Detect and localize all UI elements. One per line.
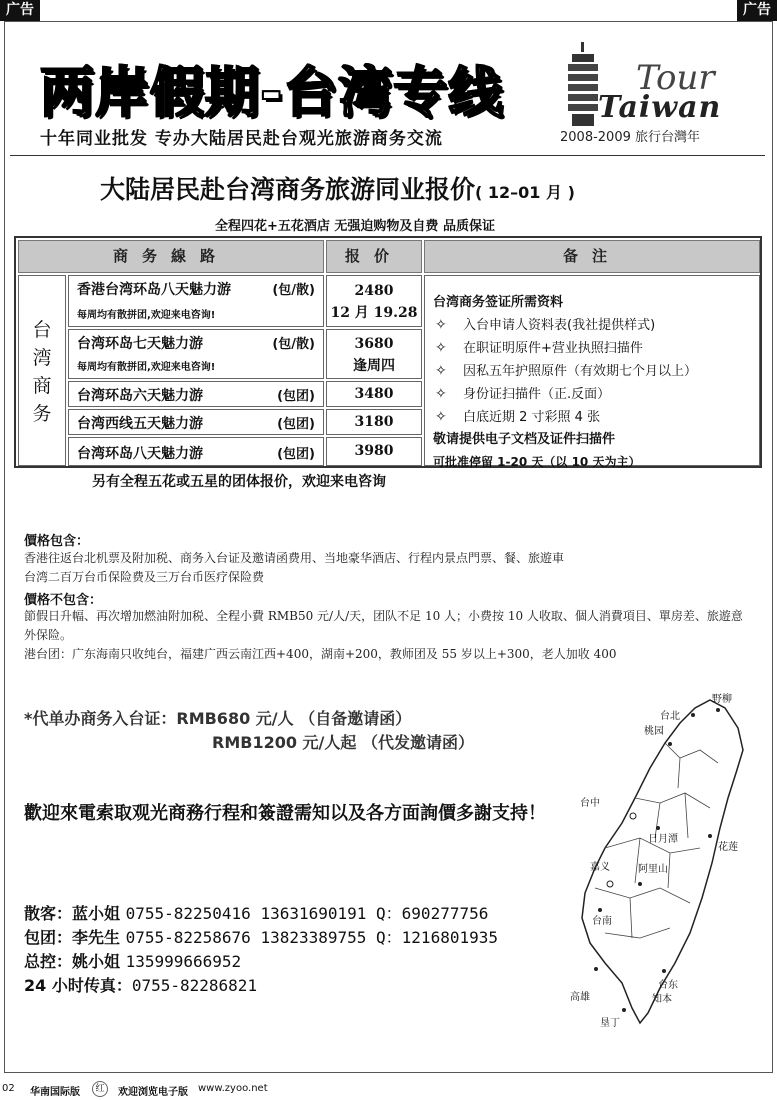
star-icon: ✧ [435, 386, 447, 402]
star-icon: ✧ [435, 340, 447, 356]
excludes-text: 節假日升幅、再次增加燃油附加税、全程小費 RMB50 元/人/天，团队不足 10 人；小费按 10 人收取、個人消費項目、單房差、旅遊意外保险。 港台团：广东海南只收纯台，福建广西云南江西+400，湖南+200，教师团及 55 岁以上+300，老人加收 400 [24, 609, 743, 661]
browse-label: 欢迎浏览电子版 [118, 1087, 188, 1098]
page-subtitle: 全程四花+五花酒店 无强迫购物及自费 品质保证 [215, 219, 495, 234]
logo-script-tour: Tour [636, 58, 715, 98]
contact-row: 散客：蓝小姐 0755-82250416 13631690191 Q：690277756 [24, 904, 489, 923]
table-row: 台湾环岛七天魅力游 (包/散) 每周均有散拼团,欢迎来电咨询! [68, 329, 324, 379]
brand-title: 两岸假期-台湾专线 [40, 61, 504, 124]
table-row: 台湾环岛八天魅力游 (包团) [68, 437, 324, 466]
price-cell: 3980 [326, 437, 422, 466]
visa-price-line1: *代单办商务入台证：RMB680 元/人 （自备邀请函） [24, 709, 412, 728]
site-url[interactable]: www.zyoo.net [198, 1083, 268, 1094]
star-icon: ✧ [435, 363, 447, 379]
col-header-route: 商务線路 [18, 240, 324, 273]
table-row: 台湾环岛六天魅力游 (包团) [68, 381, 324, 407]
includes-text: 香港往返台北机票及附加税、商务入台证及邀请函费用、当地豪华酒店、行程内景点門票、餐、旅遊車 台湾二百万台币保险费及三万台币医疗保险费 [24, 551, 565, 584]
excludes-heading: 價格不包含： [24, 593, 103, 608]
star-icon: ✧ [435, 317, 447, 333]
page-title: 大陆居民赴台湾商务旅游同业报价( 12–01 月 ) [100, 175, 575, 204]
welcome-message: 歡迎來電索取观光商務行程和簽證需知以及各方面詢價多謝支持！ [24, 803, 546, 824]
ad-label-right: 广告 [737, 0, 777, 21]
includes-heading: 價格包含： [24, 534, 90, 549]
visa-notes: 台湾商务签证所需资料 ✧ 入台申请人资料表(我社提供样式) ✧ 在职证明原件+营业执照扫描件 ✧ 因私五年护照原件（有效期七个月以上） ✧ 身份证扫描件（正.反面） ✧ 白底近期 2 寸彩照 4 张 敬请提供电子文档及证件扫描件 可批准停留 1-20 天（以 10 天为主） [424, 275, 760, 466]
col-header-price: 报价 [326, 240, 422, 273]
table-row: 台湾西线五天魅力游 (包团) [68, 409, 324, 435]
logo-year: 2008-2009 旅行台灣年 [560, 130, 700, 145]
logo-script-taiwan: Taiwan [598, 90, 722, 125]
header-divider [10, 155, 765, 156]
price-cell: 3180 [326, 409, 422, 435]
page-number: 02 [2, 1083, 15, 1094]
price-cell: 3680 逢周四 [326, 329, 422, 379]
col-header-note: 备注 [424, 240, 760, 273]
contact-row: 包团：李先生 0755-82258676 13823389755 Q：1216801935 [24, 928, 498, 947]
region-cell: 台湾商务 [18, 275, 66, 466]
edition-label: 华南国际版 [30, 1087, 80, 1098]
contact-row: 24 小时传真：0755-82286821 [24, 976, 258, 995]
star-icon: ✧ [435, 409, 447, 425]
group-quote-note: 另有全程五花或五星的团体报价，欢迎来电咨询 [92, 474, 386, 490]
badge-icon: 红 [92, 1081, 108, 1097]
contact-row: 总控：姚小姐 135999666952 [24, 952, 242, 971]
contact-list [24, 902, 498, 998]
visa-price-line2: RMB1200 元/人起 （代发邀请函） [212, 733, 474, 752]
price-cell: 2480 12 月 19.28 [326, 275, 422, 327]
page-footer [0, 1081, 777, 1099]
table-row: 香港台湾环岛八天魅力游 (包/散) 每周均有散拼团,欢迎来电咨询! [68, 275, 324, 327]
price-table [14, 236, 762, 468]
tour-taiwan-logo [558, 40, 748, 150]
brand-subtitle: 十年同业批发 专办大陆居民赴台观光旅游商务交流 [40, 129, 443, 149]
taiwan-map: 野柳 台北 桃园 台中 日月潭 花莲 嘉义 阿里山 台南 台东 知本 高雄 垦丁 [560, 688, 760, 1033]
price-cell: 3480 [326, 381, 422, 407]
ad-label-left: 广告 [0, 0, 40, 21]
